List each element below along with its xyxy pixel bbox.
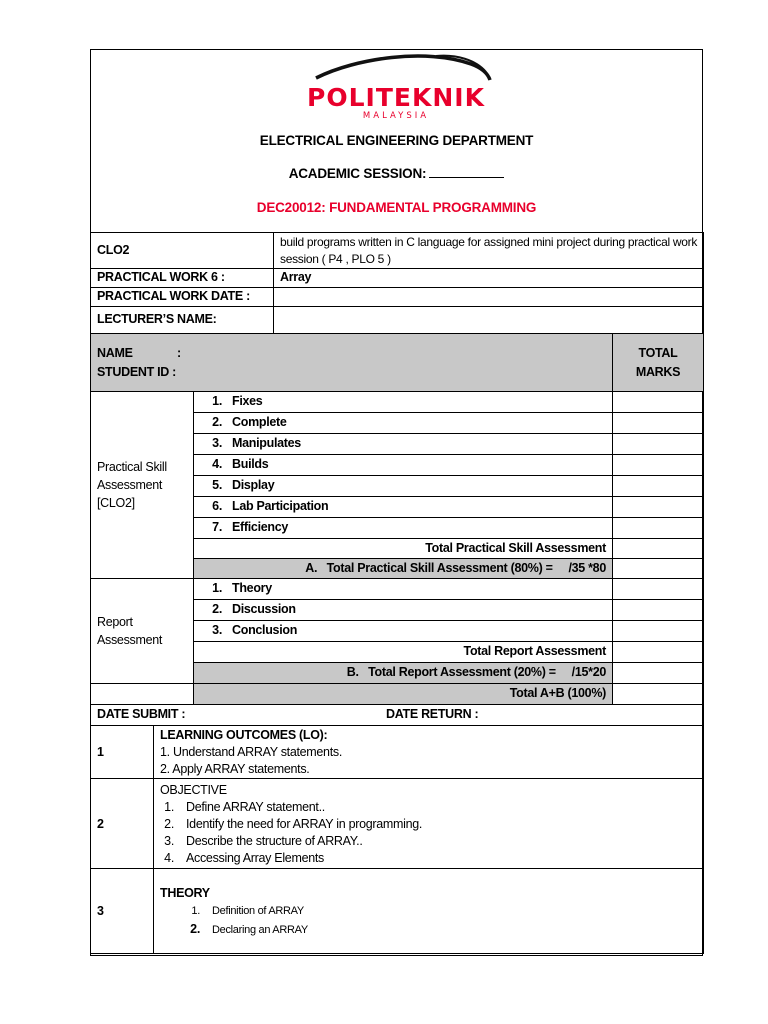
report-total-label: Total Report Assessment [194, 642, 613, 663]
practical-item-mark[interactable] [613, 518, 704, 539]
practical-item: 2. Complete [194, 413, 613, 434]
learning-outcome-item: 1. Understand ARRAY statements. [160, 745, 343, 759]
politeknik-logo [286, 50, 506, 120]
student-info-cell[interactable] [91, 334, 613, 392]
report-item-mark[interactable] [613, 621, 704, 642]
practical-item-mark[interactable] [613, 413, 704, 434]
learning-outcomes-row [91, 726, 704, 779]
practical-work-label: PRACTICAL WORK 6 : [91, 269, 274, 288]
practical-item-mark[interactable] [613, 497, 704, 518]
clo-text: build programs written in C language for assigned mini project during practical work session ( P4 , PLO 5 ) [274, 233, 704, 269]
report-weighted-mark[interactable] [613, 663, 704, 684]
dates-cell [91, 705, 704, 726]
academic-session [91, 166, 702, 181]
practical-work-date-row [91, 288, 704, 307]
academic-session-label: ACADEMIC SESSION: [288, 166, 427, 181]
dates-row [91, 705, 704, 726]
grand-total-spacer [91, 684, 194, 705]
report-item: 1. Theory [194, 579, 613, 600]
logo-subtext: MALAYSIA [362, 111, 430, 120]
report-item-row [91, 579, 704, 600]
report-item: 3. Conclusion [194, 621, 613, 642]
document-page [90, 49, 703, 956]
practical-work-value: Array [274, 269, 704, 288]
clo-label: CLO2 [91, 233, 274, 269]
grand-total-row [91, 684, 704, 705]
practical-item: 3. Manipulates [194, 434, 613, 455]
practical-item-mark[interactable] [613, 434, 704, 455]
lecturer-label: LECTURER’S NAME: [91, 307, 274, 334]
learning-outcome-item: 2. Apply ARRAY statements. [160, 762, 310, 776]
theory-item: 1. Definition of ARRAY [191, 904, 304, 917]
academic-session-blank[interactable] [429, 166, 504, 178]
report-item: 2. Discussion [194, 600, 613, 621]
department-title: ELECTRICAL ENGINEERING DEPARTMENT [259, 133, 534, 148]
practical-total-mark[interactable] [613, 539, 704, 559]
lecturer-row [91, 307, 704, 334]
objective-row [91, 779, 704, 869]
practical-work-date-field[interactable] [274, 288, 704, 307]
report-weighted-label: B. Total Report Assessment (20%) = /15*20 [194, 663, 613, 684]
grand-total-mark[interactable] [613, 684, 704, 705]
practical-item: 4. Builds [194, 455, 613, 476]
report-section-label: Report Assessment [91, 579, 194, 684]
objective-item: 4. Accessing Array Elements [164, 850, 324, 865]
date-submit-label: DATE SUBMIT : [97, 707, 186, 722]
course-title: DEC20012: FUNDAMENTAL PROGRAMMING [256, 200, 537, 215]
theory-cell [154, 869, 704, 954]
date-return-label: DATE RETURN : [386, 707, 479, 722]
practical-work-row [91, 269, 704, 288]
objective-title: OBJECTIVE [160, 782, 227, 797]
practical-item: 1. Fixes [194, 392, 613, 413]
practical-item-mark[interactable] [613, 392, 704, 413]
practical-total-label: Total Practical Skill Assessment [194, 539, 613, 559]
clo-row [91, 233, 704, 269]
objective-cell [154, 779, 704, 869]
student-row [91, 334, 704, 392]
practical-item: 7. Efficiency [194, 518, 613, 539]
objective-item: 2. Identify the need for ARRAY in programming. [164, 816, 423, 831]
logo-wordmark: POLITEKNIK [307, 83, 485, 112]
practical-item: 6. Lab Participation [194, 497, 613, 518]
student-id-label: STUDENT ID : [97, 364, 177, 379]
practical-section-label: Practical Skill Assessment [CLO2] [91, 392, 194, 579]
assessment-table [90, 232, 704, 954]
theory-item: 2. Declaring an ARRAY [190, 921, 308, 936]
report-item-mark[interactable] [613, 579, 704, 600]
theory-row [91, 869, 704, 954]
theory-title: THEORY [160, 885, 210, 900]
practical-item-row [91, 392, 704, 413]
practical-item-mark[interactable] [613, 476, 704, 497]
name-label: NAME [97, 345, 133, 360]
objective-item: 1. Define ARRAY statement.. [164, 799, 325, 814]
lecturer-field[interactable] [274, 307, 704, 334]
learning-outcomes-title: LEARNING OUTCOMES (LO): [160, 728, 328, 742]
practical-weighted-label: A. Total Practical Skill Assessment (80%) = /35 *80 [194, 559, 613, 579]
grand-total-label: Total A+B (100%) [194, 684, 613, 705]
practical-item-mark[interactable] [613, 455, 704, 476]
section-number: 2 [91, 779, 154, 869]
report-item-mark[interactable] [613, 600, 704, 621]
document-header [91, 50, 702, 232]
name-colon: : [177, 345, 181, 360]
total-marks-header: TOTAL MARKS [613, 334, 704, 392]
practical-weighted-mark[interactable] [613, 559, 704, 579]
learning-outcomes-cell [154, 726, 704, 779]
section-number: 3 [91, 869, 154, 954]
report-total-mark[interactable] [613, 642, 704, 663]
practical-item: 5. Display [194, 476, 613, 497]
objective-item: 3. Describe the structure of ARRAY.. [164, 833, 363, 848]
practical-work-date-label: PRACTICAL WORK DATE : [91, 288, 274, 307]
section-number: 1 [91, 726, 154, 779]
